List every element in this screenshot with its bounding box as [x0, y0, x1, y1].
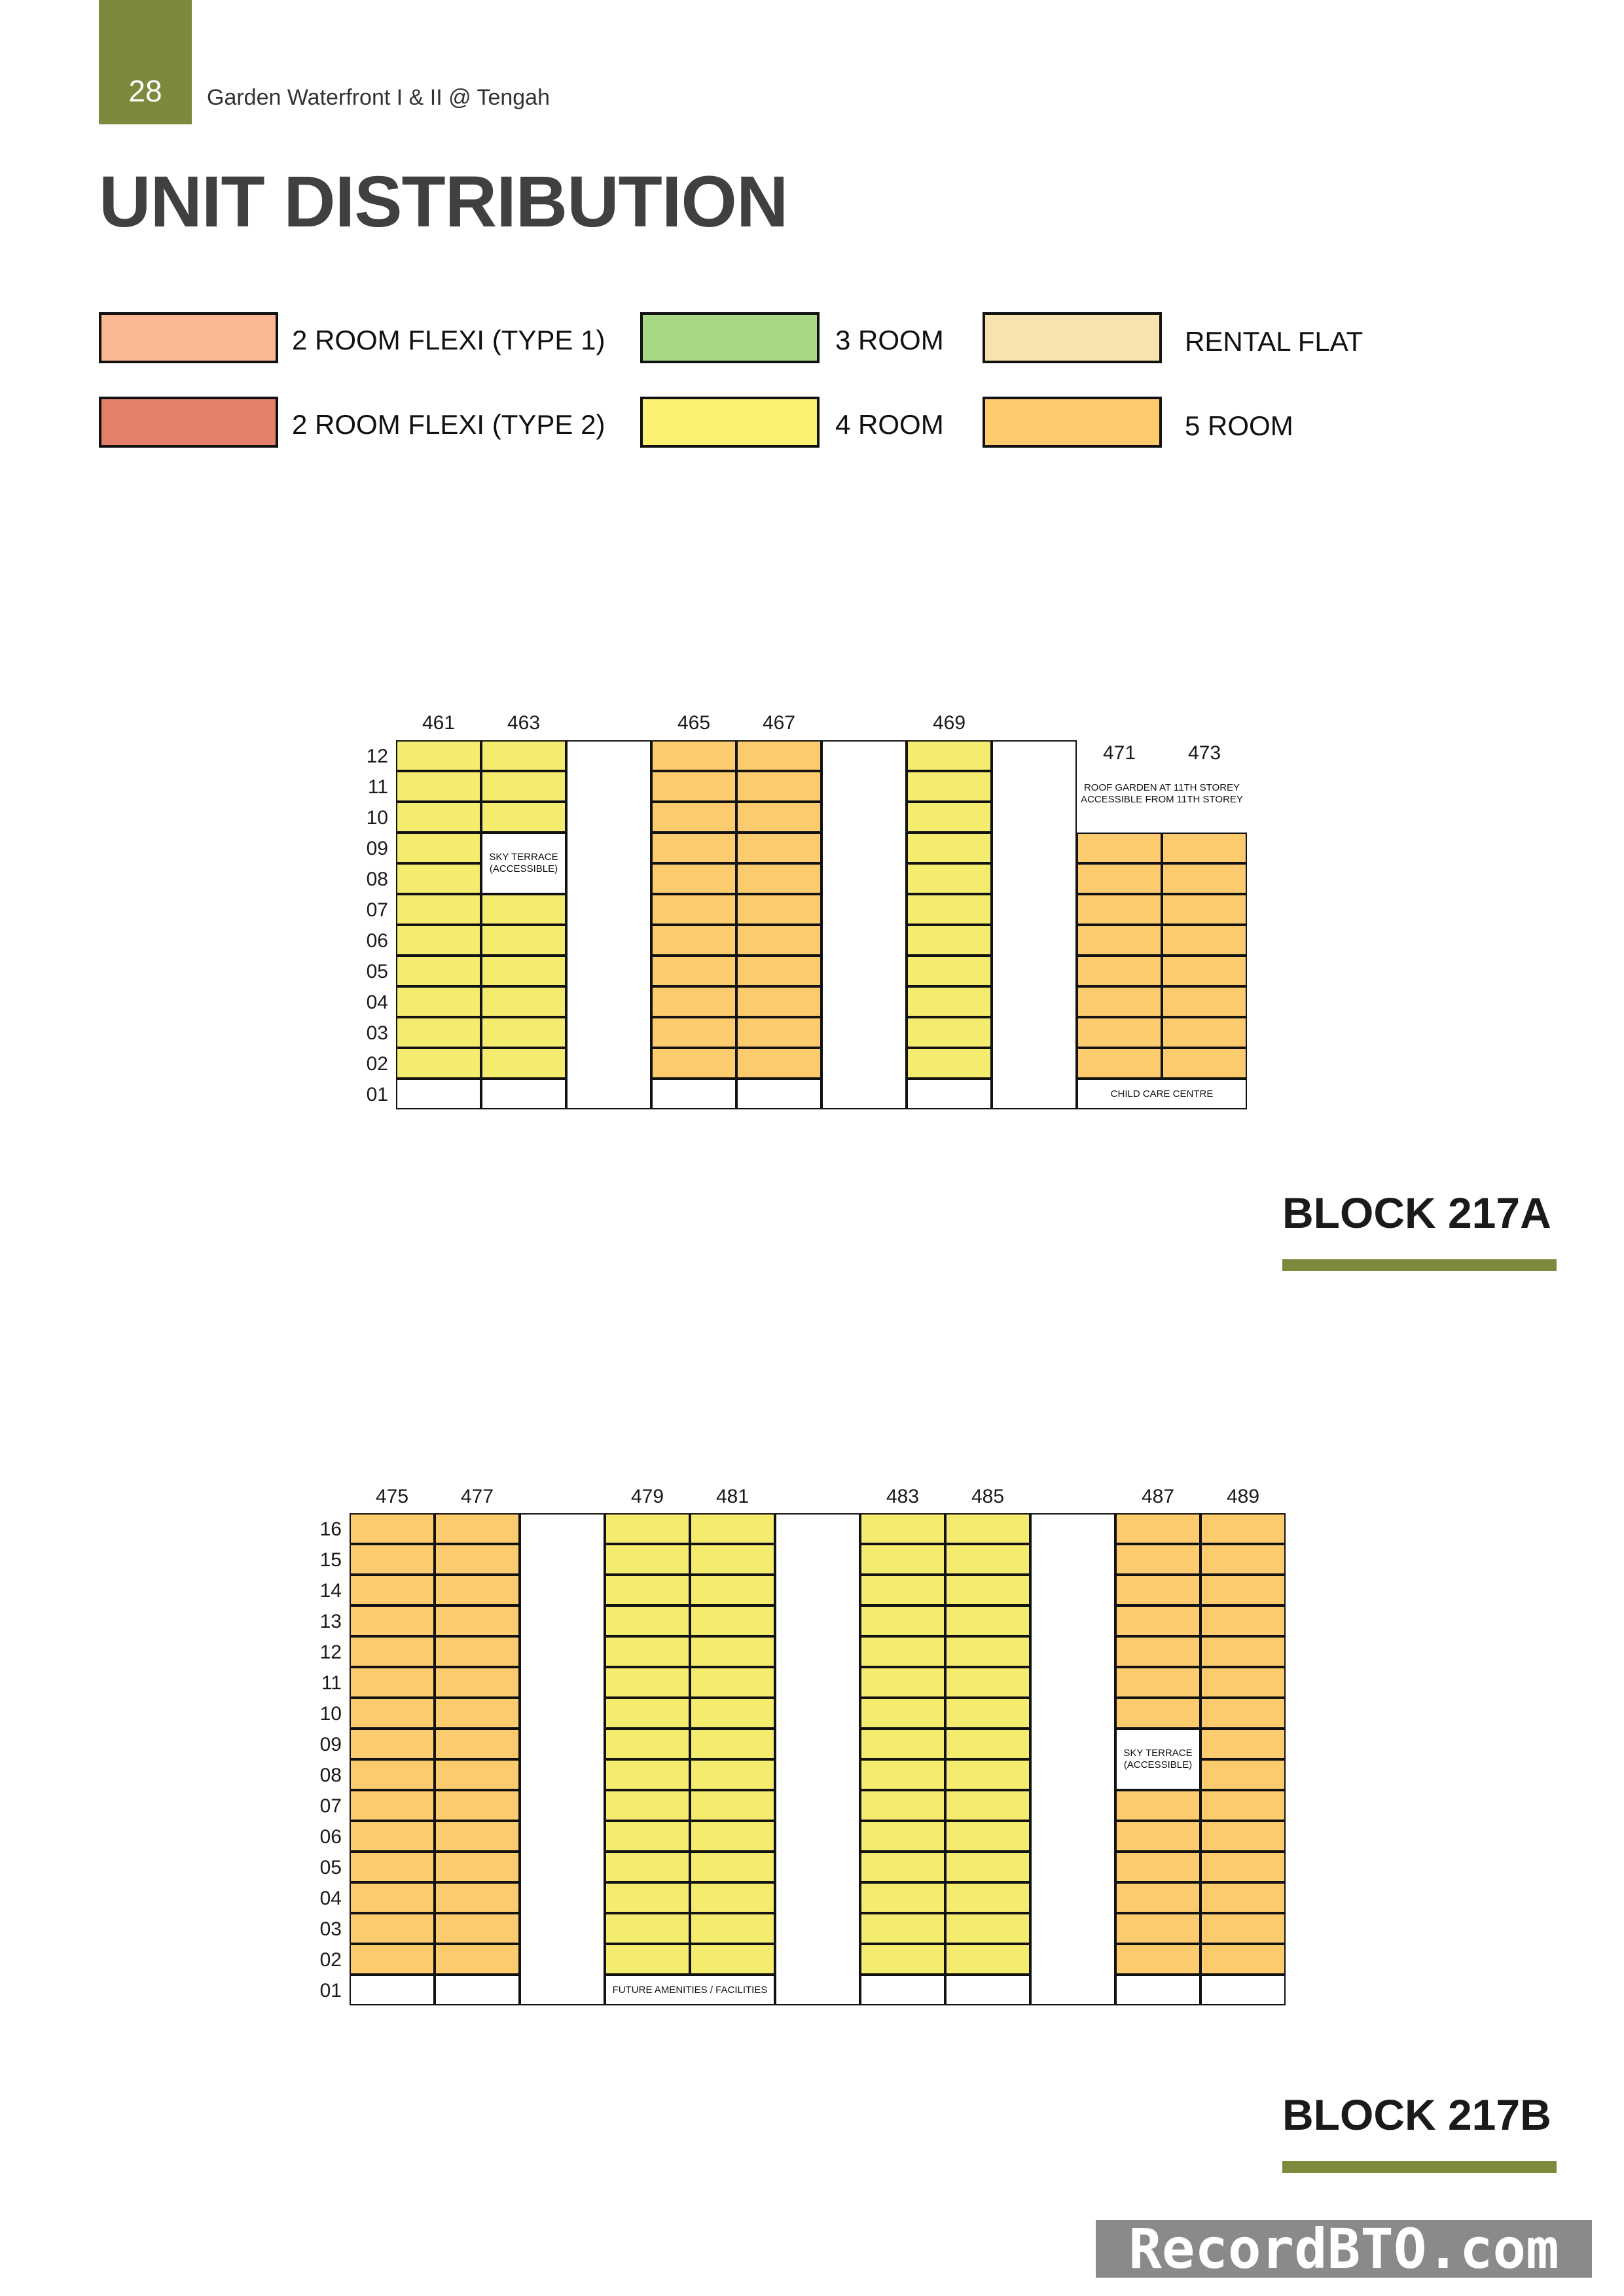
- unit-number-label: 469: [932, 712, 966, 734]
- floor-label: 16: [319, 1518, 342, 1540]
- unit-cell: [690, 1944, 775, 1975]
- unit-cell: [350, 1790, 435, 1821]
- unit-cell: [435, 1821, 520, 1852]
- block-217a-title: BLOCK 217A: [1282, 1189, 1551, 1237]
- unit-cell: [945, 1544, 1030, 1575]
- floor-label: 10: [366, 807, 388, 829]
- unit-cell: [350, 1698, 435, 1729]
- ground-floor-cell: [860, 1975, 945, 2005]
- unit-cell: [945, 1513, 1030, 1544]
- floor-label: 02: [319, 1949, 342, 1971]
- unit-cell: [1162, 863, 1247, 894]
- unit-cell: [481, 1017, 566, 1048]
- unit-cell: [1115, 1605, 1200, 1636]
- floor-label: 11: [321, 1672, 342, 1694]
- unit-cell: [350, 1513, 435, 1544]
- unit-number-label: 485: [971, 1486, 1005, 1507]
- sky-terrace-note: SKY TERRACE (ACCESSIBLE): [1115, 1729, 1200, 1790]
- unit-cell: [945, 1636, 1030, 1667]
- unit-cell: [736, 956, 821, 986]
- unit-cell: [651, 1017, 736, 1048]
- floor-label: 01: [319, 1980, 342, 2001]
- unit-cell: [396, 925, 481, 956]
- unit-cell: [945, 1759, 1030, 1790]
- unit-cell: [690, 1575, 775, 1605]
- unit-number-label: 467: [762, 712, 796, 734]
- unit-cell: [945, 1882, 1030, 1913]
- unit-number-label: 487: [1141, 1486, 1175, 1507]
- floor-label: 12: [319, 1641, 342, 1663]
- unit-cell: [350, 1882, 435, 1913]
- unit-cell: [481, 956, 566, 986]
- floor-label: 05: [319, 1857, 342, 1878]
- unit-cell: [651, 894, 736, 925]
- unit-cell: [860, 1605, 945, 1636]
- unit-number-label: 489: [1226, 1486, 1260, 1507]
- unit-cell: [1115, 1913, 1200, 1944]
- unit-cell: [690, 1667, 775, 1698]
- roof-garden-note: ROOF GARDEN AT 11TH STOREY ACCESSIBLE FROM 11TH STOREY: [1081, 782, 1243, 805]
- unit-cell: [1115, 1852, 1200, 1882]
- unit-cell: [1200, 1698, 1286, 1729]
- unit-cell: [435, 1667, 520, 1698]
- ground-floor-cell: [396, 1079, 481, 1109]
- legend-swatch-rental: [983, 312, 1162, 363]
- unit-cell: [1077, 956, 1162, 986]
- unit-cell: [1162, 1048, 1247, 1079]
- unit-cell: [907, 925, 992, 956]
- unit-cell: [907, 1048, 992, 1079]
- void-column: [520, 1513, 605, 2005]
- unit-cell: [860, 1790, 945, 1821]
- unit-cell: [1115, 1821, 1200, 1852]
- void-column: [775, 1513, 860, 2005]
- unit-cell: [435, 1790, 520, 1821]
- floor-label: 11: [367, 776, 388, 798]
- unit-cell: [690, 1759, 775, 1790]
- unit-cell: [945, 1729, 1030, 1759]
- unit-cell: [605, 1636, 690, 1667]
- unit-cell: [860, 1729, 945, 1759]
- legend-label-4room: 4 ROOM: [835, 409, 944, 440]
- unit-cell: [435, 1605, 520, 1636]
- unit-cell: [396, 1048, 481, 1079]
- ground-floor-cell: [1200, 1975, 1286, 2005]
- unit-cell: [481, 894, 566, 925]
- unit-cell: [907, 771, 992, 802]
- unit-cell: [1162, 894, 1247, 925]
- unit-cell: [651, 986, 736, 1017]
- unit-cell: [1115, 1544, 1200, 1575]
- unit-cell: [907, 956, 992, 986]
- unit-cell: [1200, 1636, 1286, 1667]
- unit-cell: [605, 1913, 690, 1944]
- unit-cell: [690, 1698, 775, 1729]
- unit-cell: [1115, 1575, 1200, 1605]
- floor-label: 07: [366, 899, 388, 921]
- unit-cell: [605, 1944, 690, 1975]
- unit-cell: [1162, 1017, 1247, 1048]
- unit-cell: [1200, 1852, 1286, 1882]
- unit-cell: [481, 802, 566, 833]
- page-title: UNIT DISTRIBUTION: [99, 162, 788, 242]
- ground-floor-cell: [481, 1079, 566, 1109]
- unit-cell: [1200, 1513, 1286, 1544]
- floor-label: 13: [319, 1611, 342, 1632]
- floor-label: 05: [366, 961, 388, 982]
- legend-swatch-4room: [640, 397, 820, 448]
- page-number: 28: [128, 74, 162, 108]
- unit-cell: [1115, 1667, 1200, 1698]
- unit-cell: [690, 1636, 775, 1667]
- unit-cell: [945, 1667, 1030, 1698]
- unit-cell: [690, 1605, 775, 1636]
- unit-cell: [860, 1821, 945, 1852]
- unit-cell: [651, 956, 736, 986]
- unit-cell: [1077, 1017, 1162, 1048]
- unit-cell: [396, 894, 481, 925]
- unit-cell: [945, 1790, 1030, 1821]
- unit-cell: [350, 1667, 435, 1698]
- unit-cell: [690, 1882, 775, 1913]
- unit-cell: [605, 1605, 690, 1636]
- unit-cell: [651, 771, 736, 802]
- legend-swatch-3room: [640, 312, 820, 363]
- page-number-tab: [99, 0, 192, 124]
- unit-cell: [860, 1544, 945, 1575]
- unit-cell: [435, 1729, 520, 1759]
- unit-cell: [907, 1017, 992, 1048]
- unit-cell: [860, 1667, 945, 1698]
- unit-cell: [651, 833, 736, 863]
- unit-cell: [907, 894, 992, 925]
- unit-number-label: 483: [886, 1486, 920, 1507]
- unit-cell: [860, 1636, 945, 1667]
- unit-cell: [860, 1944, 945, 1975]
- unit-cell: [690, 1790, 775, 1821]
- legend-swatch-2room-type1: [99, 312, 278, 363]
- ground-floor-cell: [350, 1975, 435, 2005]
- void-column: [566, 740, 651, 1109]
- unit-cell: [396, 956, 481, 986]
- unit-cell: [1115, 1882, 1200, 1913]
- unit-cell: [350, 1636, 435, 1667]
- unit-cell: [907, 833, 992, 863]
- legend-swatch-2room-type2: [99, 397, 278, 448]
- floor-label: 07: [319, 1795, 342, 1817]
- legend-swatch-5room: [983, 397, 1162, 448]
- unit-cell: [435, 1698, 520, 1729]
- child-care-centre-note: CHILD CARE CENTRE: [1077, 1079, 1247, 1109]
- unit-cell: [435, 1513, 520, 1544]
- unit-cell: [1200, 1882, 1286, 1913]
- unit-cell: [907, 802, 992, 833]
- unit-cell: [481, 771, 566, 802]
- unit-cell: [1200, 1913, 1286, 1944]
- floor-label: 09: [366, 838, 388, 859]
- floor-label: 03: [319, 1918, 342, 1940]
- unit-cell: [396, 740, 481, 771]
- unit-cell: [1200, 1605, 1286, 1636]
- unit-cell: [1162, 833, 1247, 863]
- unit-cell: [907, 863, 992, 894]
- unit-cell: [481, 1048, 566, 1079]
- floor-label: 04: [319, 1888, 342, 1909]
- unit-cell: [945, 1821, 1030, 1852]
- legend-label-rental: RENTAL FLAT: [1185, 326, 1363, 357]
- legend-label-2room-type2: 2 ROOM FLEXI (TYPE 2): [292, 409, 605, 440]
- ground-floor-cell: [945, 1975, 1030, 2005]
- unit-cell: [860, 1913, 945, 1944]
- unit-cell: [1115, 1698, 1200, 1729]
- unit-cell: [350, 1544, 435, 1575]
- unit-cell: [690, 1544, 775, 1575]
- ground-floor-cell: [435, 1975, 520, 2005]
- floor-label: 09: [319, 1734, 342, 1755]
- unit-cell: [690, 1913, 775, 1944]
- unit-cell: [1200, 1944, 1286, 1975]
- unit-cell: [945, 1913, 1030, 1944]
- unit-cell: [1077, 986, 1162, 1017]
- void-column: [992, 740, 1077, 1109]
- unit-cell: [651, 925, 736, 956]
- unit-cell: [1162, 986, 1247, 1017]
- floor-label: 02: [366, 1053, 388, 1075]
- unit-number-label: 461: [422, 712, 456, 734]
- unit-cell: [860, 1759, 945, 1790]
- block-217b-underline: [1282, 2161, 1557, 2173]
- unit-number-label: 465: [677, 712, 711, 734]
- unit-cell: [435, 1759, 520, 1790]
- unit-cell: [396, 833, 481, 863]
- unit-cell: [605, 1759, 690, 1790]
- unit-cell: [690, 1729, 775, 1759]
- ground-floor-cell: [736, 1079, 821, 1109]
- unit-cell: [860, 1513, 945, 1544]
- unit-cell: [860, 1852, 945, 1882]
- unit-cell: [736, 771, 821, 802]
- unit-cell: [1200, 1790, 1286, 1821]
- unit-number-label: 479: [630, 1486, 664, 1507]
- unit-cell: [651, 802, 736, 833]
- unit-cell: [860, 1882, 945, 1913]
- floor-label: 06: [366, 930, 388, 952]
- floor-label: 10: [319, 1703, 342, 1725]
- sky-terrace-note: SKY TERRACE (ACCESSIBLE): [481, 833, 566, 894]
- unit-cell: [350, 1944, 435, 1975]
- unit-cell: [736, 1048, 821, 1079]
- unit-cell: [736, 986, 821, 1017]
- floor-label: 14: [319, 1580, 342, 1602]
- ground-floor-cell: [1115, 1975, 1200, 2005]
- legend-label-3room: 3 ROOM: [835, 325, 944, 355]
- unit-cell: [945, 1852, 1030, 1882]
- unit-cell: [435, 1636, 520, 1667]
- unit-cell: [945, 1575, 1030, 1605]
- unit-cell: [907, 986, 992, 1017]
- document-title: Garden Waterfront I & II @ Tengah: [207, 85, 550, 110]
- unit-cell: [1200, 1667, 1286, 1698]
- unit-cell: [736, 863, 821, 894]
- future-amenities-note: FUTURE AMENITIES / FACILITIES: [605, 1975, 775, 2005]
- unit-cell: [605, 1729, 690, 1759]
- unit-cell: [736, 894, 821, 925]
- unit-cell: [1200, 1544, 1286, 1575]
- unit-cell: [605, 1667, 690, 1698]
- unit-cell: [350, 1913, 435, 1944]
- floor-label: 01: [366, 1084, 388, 1105]
- floor-label: 04: [366, 992, 388, 1013]
- floor-label: 08: [366, 869, 388, 890]
- unit-cell: [1077, 925, 1162, 956]
- unit-cell: [435, 1575, 520, 1605]
- unit-cell: [350, 1729, 435, 1759]
- unit-cell: [907, 740, 992, 771]
- legend-label-5room: 5 ROOM: [1185, 410, 1293, 441]
- unit-number-label: 471: [1102, 742, 1136, 764]
- unit-cell: [860, 1575, 945, 1605]
- unit-cell: [435, 1544, 520, 1575]
- unit-cell: [396, 771, 481, 802]
- void-column: [821, 740, 907, 1109]
- watermark: RecordBTO.com: [1096, 2220, 1592, 2278]
- unit-cell: [605, 1790, 690, 1821]
- unit-cell: [1115, 1513, 1200, 1544]
- unit-cell: [435, 1882, 520, 1913]
- unit-number-label: 481: [715, 1486, 749, 1507]
- unit-cell: [736, 1017, 821, 1048]
- unit-number-label: 473: [1187, 742, 1221, 764]
- unit-cell: [690, 1821, 775, 1852]
- unit-cell: [350, 1821, 435, 1852]
- ground-floor-cell: [651, 1079, 736, 1109]
- unit-cell: [350, 1852, 435, 1882]
- unit-cell: [736, 740, 821, 771]
- unit-cell: [1115, 1944, 1200, 1975]
- unit-cell: [605, 1698, 690, 1729]
- unit-cell: [605, 1821, 690, 1852]
- unit-cell: [605, 1882, 690, 1913]
- ground-floor-cell: [907, 1079, 992, 1109]
- unit-cell: [736, 802, 821, 833]
- unit-cell: [1077, 1048, 1162, 1079]
- unit-cell: [690, 1852, 775, 1882]
- unit-number-label: 475: [375, 1486, 409, 1507]
- unit-cell: [651, 740, 736, 771]
- unit-cell: [1162, 925, 1247, 956]
- void-column: [1030, 1513, 1115, 2005]
- unit-cell: [350, 1759, 435, 1790]
- unit-cell: [1077, 894, 1162, 925]
- unit-cell: [1115, 1790, 1200, 1821]
- unit-cell: [396, 802, 481, 833]
- unit-number-label: 463: [507, 712, 541, 734]
- unit-number-label: 477: [460, 1486, 494, 1507]
- unit-cell: [1200, 1729, 1286, 1759]
- unit-cell: [1162, 956, 1247, 986]
- unit-cell: [435, 1913, 520, 1944]
- floor-label: 06: [319, 1826, 342, 1848]
- unit-cell: [651, 1048, 736, 1079]
- unit-cell: [1200, 1575, 1286, 1605]
- unit-cell: [945, 1944, 1030, 1975]
- unit-cell: [945, 1605, 1030, 1636]
- unit-cell: [605, 1544, 690, 1575]
- unit-cell: [481, 925, 566, 956]
- unit-cell: [1200, 1759, 1286, 1790]
- unit-cell: [1115, 1636, 1200, 1667]
- unit-cell: [396, 986, 481, 1017]
- block-217b-title: BLOCK 217B: [1282, 2090, 1551, 2139]
- block-217a-underline: [1282, 1259, 1557, 1271]
- unit-cell: [651, 863, 736, 894]
- unit-cell: [1077, 863, 1162, 894]
- unit-cell: [860, 1698, 945, 1729]
- unit-cell: [605, 1513, 690, 1544]
- unit-cell: [605, 1575, 690, 1605]
- floor-label: 12: [366, 745, 388, 767]
- legend-label-2room-type1: 2 ROOM FLEXI (TYPE 1): [292, 325, 605, 355]
- unit-cell: [435, 1944, 520, 1975]
- unit-cell: [350, 1605, 435, 1636]
- floor-label: 03: [366, 1022, 388, 1044]
- unit-cell: [690, 1513, 775, 1544]
- unit-cell: [481, 986, 566, 1017]
- unit-cell: [350, 1575, 435, 1605]
- unit-cell: [1200, 1821, 1286, 1852]
- unit-cell: [481, 740, 566, 771]
- unit-cell: [1077, 833, 1162, 863]
- unit-cell: [396, 1017, 481, 1048]
- unit-cell: [605, 1852, 690, 1882]
- unit-cell: [736, 925, 821, 956]
- floor-label: 08: [319, 1765, 342, 1786]
- unit-cell: [435, 1852, 520, 1882]
- floor-label: 15: [319, 1549, 342, 1571]
- unit-cell: [945, 1698, 1030, 1729]
- unit-cell: [736, 833, 821, 863]
- unit-cell: [396, 863, 481, 894]
